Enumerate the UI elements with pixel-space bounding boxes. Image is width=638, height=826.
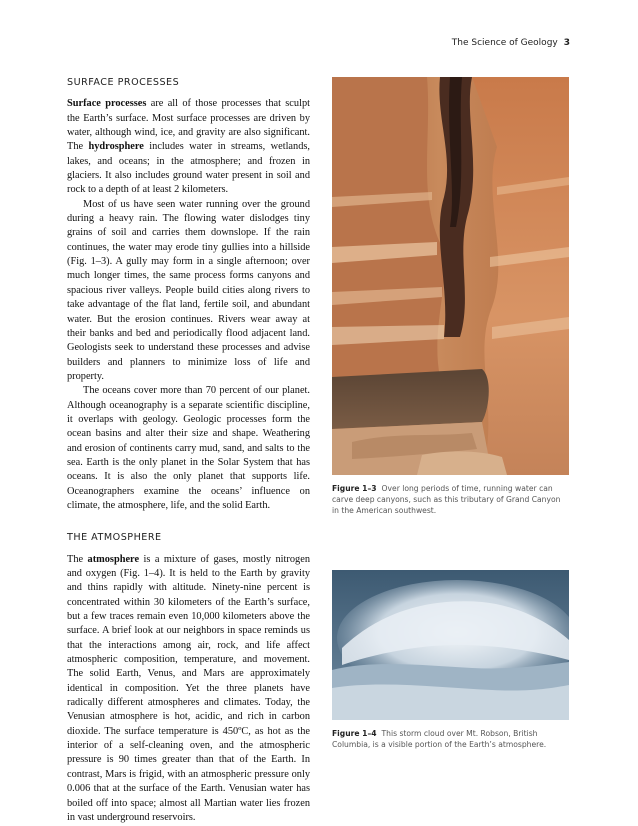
paragraph-surface-1 bbox=[67, 97, 310, 197]
storm-cloud-photo bbox=[332, 570, 569, 720]
paragraph-atmosphere-1 bbox=[67, 553, 310, 826]
paragraph-text: The bbox=[67, 553, 88, 565]
figure-caption-text: Over long periods of time, running water can carve deep canyons, such as this tributary of Grand Canyon in the American southwest. bbox=[332, 484, 561, 516]
figure-caption bbox=[332, 483, 569, 517]
paragraph-text: includes water in streams, wetlands, lakes, and oceans; in the atmosphere; and frozen in glaciers. It also includes ground water present in soil and rock to a depth of at least 2 kilometers. bbox=[67, 141, 310, 196]
page-number: 3 bbox=[563, 38, 570, 48]
paragraph-text: is a mixture of gases, mostly nitrogen and oxygen (Fig. 1–4). It is held to the Earth by gravity and thins rapidly with altitude. Ninety-nine percent is concentrated within 30 kilometers of the Earth’s surface, but a few traces remain even 10,000 kilometers above the surface. A brief look at our neighbors in space reminds us that the interactions among air, rock, and life affect atmospheric composition, temperature, and movement. The solid Earth, Venus, and Mars are approximately identical in composition. Yet the three planets have radically different atmospheres and climates. Today, the Venusian atmosphere is hot, acidic, and rich in carbon dioxide. The surface temperature is 450ºC, as hot as the interior of a self-cleaning oven, and the atmospheric pressure is 90 times greater than that of the Earth. In contrast, Mars is frigid, with an atmospheric pressure only 0.006 that at the surface of the Earth. Venusian water has boiled off into space; almost all Martian water lies frozen in vast underground reservoirs. bbox=[67, 553, 310, 823]
term-surface-processes: Surface processes bbox=[67, 98, 147, 110]
running-header bbox=[452, 38, 570, 48]
paragraph-surface-3: The oceans cover more than 70 percent of our planet. Although oceanography is a separate scientific discipline, it overlaps with geology. Geologic processes form the ocean basins and alter their size and shape. Weathering and erosion of continents carry mud, sand, and salts to the sea. Earth is the only planet in the Solar System that has oceans. It is also the only planet that supports life. Oceanographers examine the oceans’ influence on climate, the atmosphere, life, and the solid Earth. bbox=[67, 385, 310, 511]
canyon-photo bbox=[332, 77, 569, 475]
figure-1-3 bbox=[332, 77, 569, 517]
term-atmosphere: atmosphere bbox=[87, 553, 140, 565]
figure-caption-text: This storm cloud over Mt. Robson, British Columbia, is a visible portion of the Earth’s atmosphere. bbox=[332, 729, 547, 750]
figure-caption bbox=[332, 728, 569, 750]
text-column bbox=[67, 66, 310, 825]
figure-label: Figure 1–4 bbox=[332, 729, 377, 738]
term-hydrosphere: hydrosphere bbox=[88, 141, 144, 153]
running-header-title: The Science of Geology bbox=[451, 38, 558, 48]
paragraph-surface-2: Most of us have seen water running over the ground during a heavy rain. The flowing water dislodges tiny grains of soil and carries them downslope. If the rain continues, the water may erode tiny gullies into a hillside (Fig. 1–3). A gully may form in a single afternoon; over much longer times, the same process forms canyons and spacious river valleys. People build cities along rivers to take advantage of the flat land, fertile soil, and abundant water. But the erosion continues. Rivers wear away at their banks and bed and periodically flood adjacent land. Geologists seek to understand these processes and advise builders and planners to minimize loss of life and property. bbox=[67, 198, 310, 382]
section-heading-surface-processes: SURFACE PROCESSES bbox=[67, 77, 180, 88]
paragraph-text: are all of those processes that sculpt the Earth’s surface. Most surface processes are driven by water, although wind, ice, and gravity are also significant. The bbox=[67, 98, 310, 153]
figure-label: Figure 1–3 bbox=[332, 484, 377, 493]
figure-1-4 bbox=[332, 570, 569, 750]
section-heading-atmosphere: THE ATMOSPHERE bbox=[67, 532, 162, 544]
